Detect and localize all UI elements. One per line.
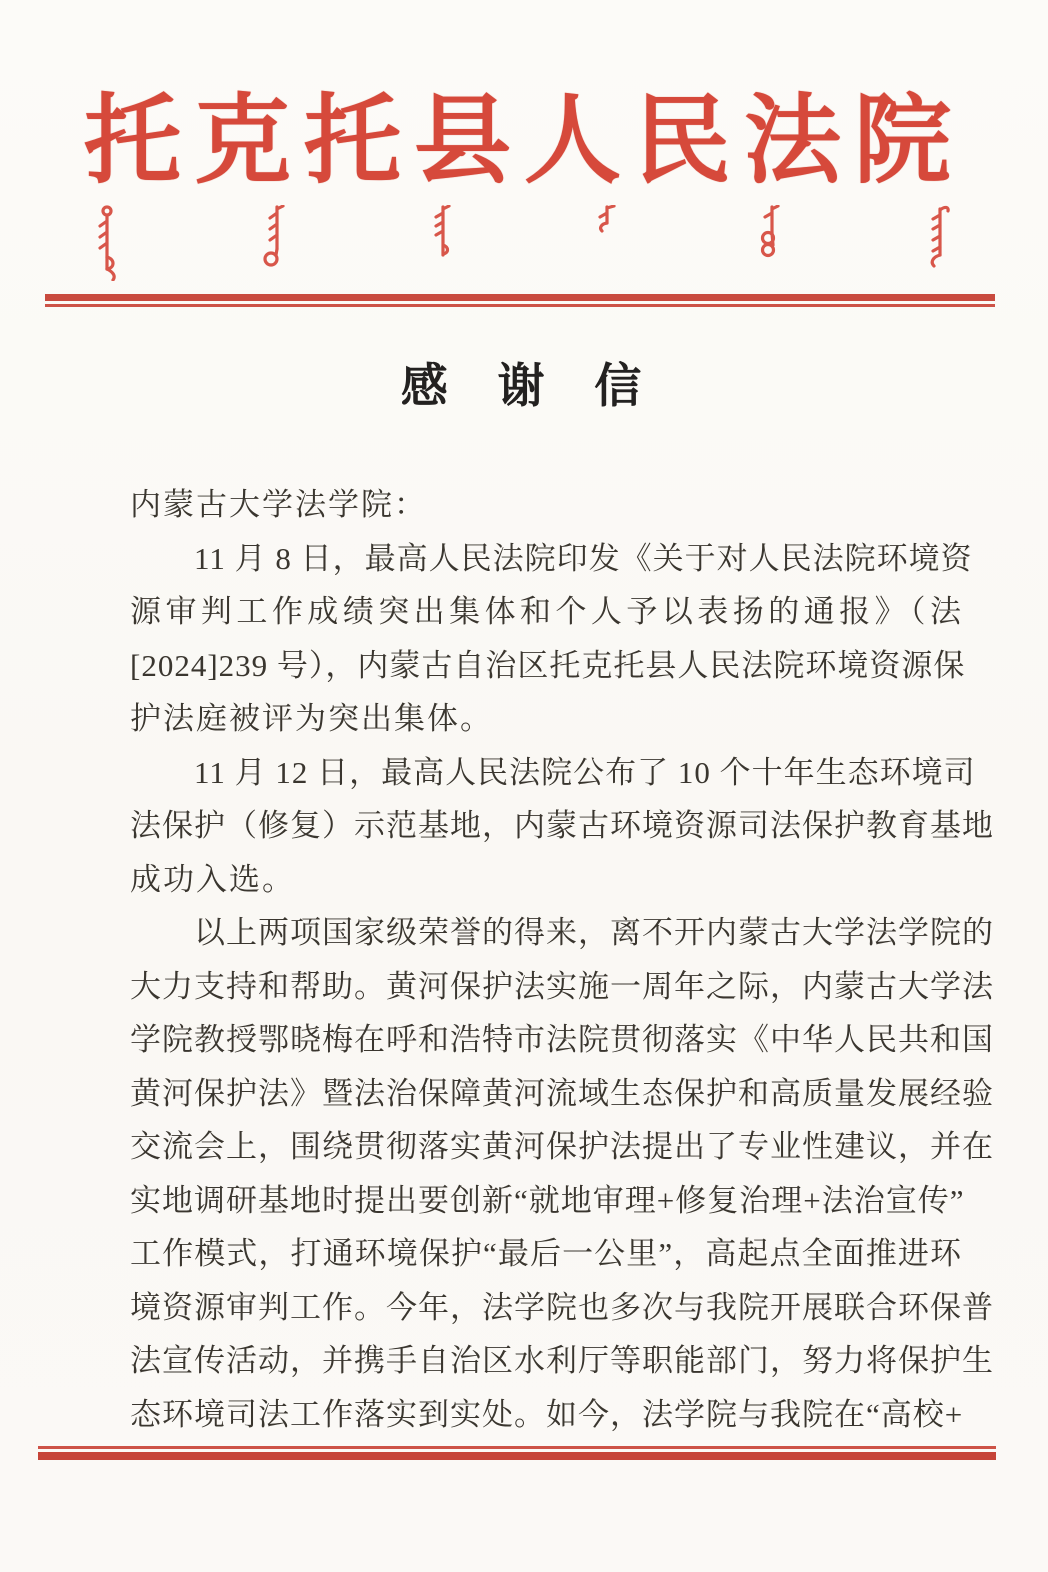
- body-line: 内蒙古大学法学院：: [130, 487, 427, 522]
- divider-thick-line: [38, 1452, 996, 1460]
- mongolian-script-row: [92, 205, 954, 283]
- body-line: 工作模式，打通环境保护“最后一公里”，高起点全面推进环: [130, 1236, 962, 1271]
- body-line: 11 月 8 日，最高人民法院印发《关于对人民法院环境资: [194, 540, 973, 576]
- court-name: 托克托县人民法院: [84, 88, 964, 195]
- letter-body: [130, 478, 994, 1441]
- body-line: 护法庭被评为突出集体。: [130, 701, 493, 736]
- divider-thick-line: [45, 294, 995, 301]
- mongolian-word-icon: [593, 205, 619, 233]
- mongolian-word-icon: [924, 205, 954, 271]
- mongolian-word-icon: [92, 205, 122, 281]
- body-line: 黄河保护法》暨法治保障黄河流域生态保护和高质量发展经验: [130, 1075, 994, 1111]
- body-line: 实地调研基地时提出要创新“就地审理+修复治理+法治宣传”: [130, 1182, 965, 1218]
- body-line: [2024]239 号），内蒙古自治区托克托县人民法院环境资源保: [130, 647, 966, 683]
- divider-thin-line: [45, 304, 995, 307]
- letter-title: 感 谢 信: [400, 361, 648, 413]
- body-line: 态环境司法工作落实到实处。如今，法学院与我院在“高校+: [130, 1396, 964, 1432]
- mongolian-word-icon: [260, 205, 290, 269]
- mongolian-word-icon: [427, 205, 455, 259]
- body-line: 学院教授鄂晓梅在呼和浩特市法院贯彻落实《中华人民共和国: [130, 1022, 994, 1057]
- body-line: 大力支持和帮助。黄河保护法实施一周年之际，内蒙古大学法: [130, 968, 994, 1004]
- body-line: 交流会上，围绕贯彻落实黄河保护法提出了专业性建议，并在: [130, 1129, 994, 1164]
- body-line: 法保护（修复）示范基地，内蒙古环境资源司法保护教育基地: [130, 808, 994, 843]
- body-line: 以上两项国家级荣誉的得来，离不开内蒙古大学法学院的: [194, 915, 994, 950]
- letterhead-divider: [45, 294, 995, 307]
- body-line: 境资源审判工作。今年，法学院也多次与我院开展联合环保普: [130, 1289, 994, 1325]
- body-line: 源审判工作成绩突出集体和个人予以表扬的通报》（法: [130, 594, 962, 629]
- mongolian-word-icon: [756, 205, 786, 259]
- body-line: 成功入选。: [130, 861, 295, 897]
- footer-divider: [38, 1446, 996, 1460]
- body-line: 11 月 12 日，最高人民法院公布了 10 个十年生态环境司: [194, 754, 976, 790]
- body-line: 法宣传活动，并携手自治区水利厅等职能部门，努力将保护生: [130, 1343, 994, 1378]
